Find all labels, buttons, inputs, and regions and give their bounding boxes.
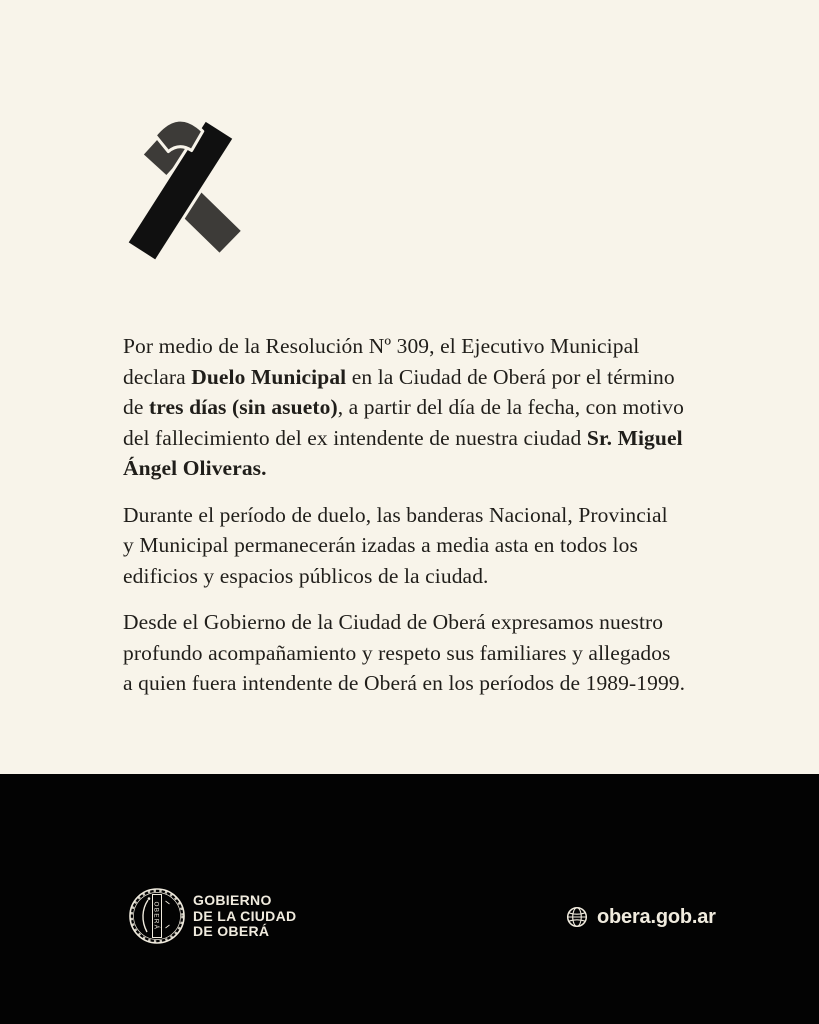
paragraph-flags-half-mast: Durante el período de duelo, las banderas Nacional, Provincial y Municipal permanecerán izadas a media asta en todos los edificios y espacios públicos de la ciudad. (123, 502, 668, 588)
footer-bar (0, 774, 819, 1024)
paragraph-condolences: Desde el Gobierno de la Ciudad de Oberá expresamos nuestro profundo acompañamiento y respeto sus familiares y allegados a quien fuera intendente de Oberá en los períodos de 1989-1999. (123, 610, 686, 695)
globe-icon (566, 906, 588, 928)
obera-city-seal-icon (128, 887, 186, 945)
website-link[interactable] (566, 905, 716, 929)
mourning-ribbon-icon (124, 109, 242, 261)
paragraph-resolution: Por medio de la Resolución Nº 309, el Ejecutivo Municipal declara Duelo Municipal en la Ciudad de Oberá por el término de tres días (sin asueto), a partir del día de la fecha, con motivo del fallecimiento del ex intendente de nuestra ciudad Sr. Miguel Ángel Oliveras. (123, 334, 684, 480)
announcement-text (123, 331, 788, 715)
seal-city-name: OBERÁ (152, 901, 160, 931)
website-url: obera.gob.ar (597, 906, 716, 928)
government-name: GOBIERNO DE LA CIUDAD DE OBERÁ (193, 892, 297, 940)
